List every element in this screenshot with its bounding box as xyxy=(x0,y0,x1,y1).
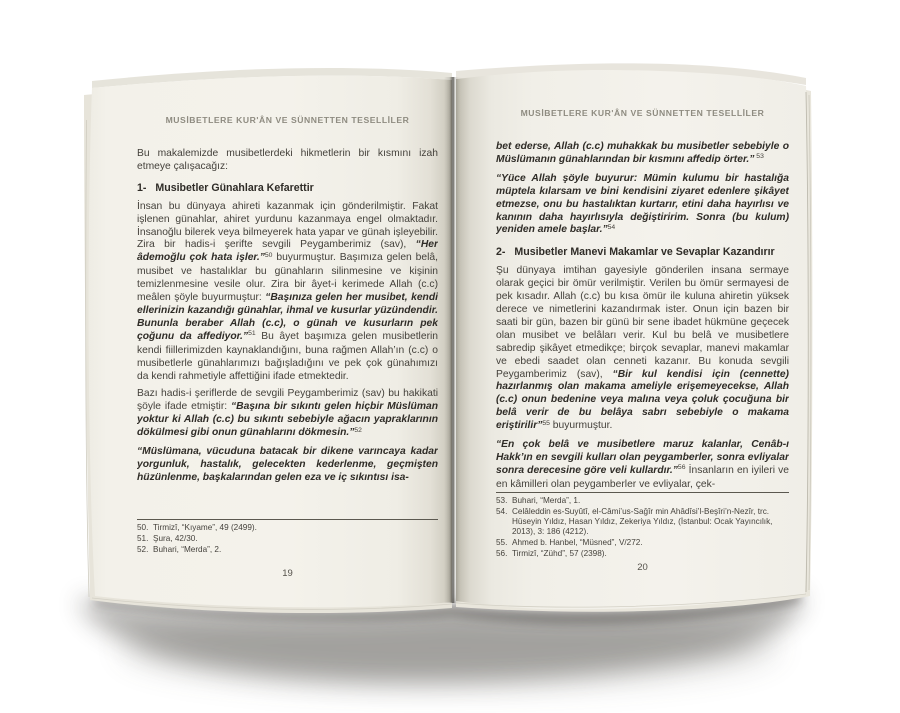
text-segment: buyurmuştur. Başımıza gelen belâ, musibet ve hastalıklar bu günahların silinmesine ve kişinin temizlenmesine vesile olur. Zira bir âyet-i kerimede Allah (c.c) meâlen şöyle buyurmuştur: xyxy=(137,252,438,304)
paragraph xyxy=(496,265,789,434)
paragraph xyxy=(496,439,789,492)
footnote-reference: 56 xyxy=(677,464,686,472)
text-segment: Bu makalemizde musibetlerdeki hikmetlerin bir kısmını izah etmeye çalışacağız: xyxy=(137,148,438,172)
footnote: 55. Ahmed b. Hanbel, “Müsned”, V/272. xyxy=(496,538,643,548)
footnote-number: 56. xyxy=(496,548,508,558)
paragraph xyxy=(137,148,438,174)
footnote-reference: 51 xyxy=(248,330,256,338)
paragraph xyxy=(496,141,789,168)
right-page-number: 20 xyxy=(637,562,648,573)
running-header-right: MUSİBETLERE KUR'ÂN VE SÜNNETTEN TESELLİLER xyxy=(520,108,765,118)
footnote-number: 53. xyxy=(496,496,508,505)
left-page-number: 19 xyxy=(282,568,293,579)
text-segment: “Müslümana, vücuduna batacak bir dikene varıncaya kadar yorgunluk, hastalık, gelecekten kederlenme, geçmişten hüzünlenme, başkalarından gelen eza ve iç sıkıntısı isa- xyxy=(137,446,438,483)
footnote: 50. Tirmizî, “Kıyame”, 49 (2499). xyxy=(137,523,257,532)
text-segment: 1- xyxy=(137,181,147,194)
text-segment: “Her âdemoğlu çok hata işler.” xyxy=(137,239,438,264)
footnote: 56. Tirmizî, “Zühd”, 57 (2398). xyxy=(496,548,607,558)
footnote-reference: 53 xyxy=(754,153,764,161)
text-segment: buyurmuştur. xyxy=(549,420,613,432)
text-segment: “En çok belâ ve musibetlere maruz kalanlar, Cenâb-ı Hakk’ın en sevgili kulları olan peygamberler, sonra evliyalar sonra derecesine göre veli kullardır.” xyxy=(496,439,789,476)
footnote-number: 52. xyxy=(137,544,149,554)
text-segment: Musibetler Manevi Makamlar ve Sevaplar Kazandırır xyxy=(514,246,775,259)
text-segment: Şu dünyaya imtihan gayesiyle gönderilen insana sermaye olarak geçici bir ömür verilmiştir. Verilen bu ömür sermayesi de pek kısadır. Allah (c.c) bu kısa ömür ile kuluna ahiretin yüksek derece ve nimetlerini kazandırmak ister. Onun için bazen bir saati bir gün, bazen bir günü bir sene ibadet hükmüne geçecek olan musibet ve belâları verir. Kul bu belâ ve musibetlere sabredip şikâyet etmedikçe; birçok sevaplar, manevi makamlar ve ebedi saadet olan cenneti kazanır. Bu konuda sevgili Peygamberimiz (sav), xyxy=(496,265,789,380)
spine-groove xyxy=(444,77,462,603)
text-segment: 2- xyxy=(496,246,506,259)
text-segment: “Başına bir sıkıntı gelen hiçbir Müslüman yoktur ki Allah (c.c) bu sıkıntı sebebiyle ağacın yapraklarının dökülmesi gibi onun günahlarını dökmesin.” xyxy=(137,401,438,439)
left-page xyxy=(137,115,438,521)
paragraph xyxy=(496,173,789,239)
footnote: 52. Buhari, “Merda”, 2. xyxy=(137,544,222,554)
text-segment: Bu âyet başımıza gelen musibetlerin kendi fiillerimizden kaynaklandığını, buna rağmen Allah’ın (c.c) o musibetlerle günahlarımızı bağışladığını ve pek çok günahımızı da kendi rahmetiyle affettiğini ifade etmektedir. xyxy=(137,330,438,382)
text-segment: “Başınıza gelen her musibet, kendi ellerinizin kazandığı günahlar, ihmal ve kusurlar yüzündendir. Bununla beraber Allah (c.c), o günah ve kusurların pek çoğunu da affediyor.” xyxy=(137,292,438,342)
text-segment: Bazı hadis-i şeriflerde de sevgili Peygamberimiz (sav) bu hakikati şöyle ifade etmiştir: xyxy=(137,388,438,413)
footnote-reference: 55 xyxy=(542,419,550,427)
text-segment: Musibetler Günahlara Kefarettir xyxy=(155,181,314,194)
footnote-reference: 50 xyxy=(264,251,273,259)
footnote: 54. Celâleddin es-Suyûtî, el-Câmi’us-Sağîr min Ahâdîsi’l-Beşîri’n-Nezîr, trc. Hüseyin Yıldız, Hasan Yıldız, Zekeriya Yıldız, (İstanbul: Ocak Yayıncılık, 2013), 3: 186 (4212). xyxy=(496,506,773,537)
footnote-number: 51. xyxy=(137,533,149,543)
footnote-reference: 52 xyxy=(354,426,362,434)
footnote-number: 55. xyxy=(496,538,508,548)
paragraph xyxy=(137,388,438,441)
footnote-reference: 54 xyxy=(607,223,616,231)
footnote-number: 50. xyxy=(137,523,149,532)
section-heading xyxy=(137,182,438,195)
text-segment: bet ederse, Allah (c.c) muhakkak bu musibetler sebebiyle o Müslümanın günahlarından bir kısmını affedip örter.” xyxy=(496,141,789,165)
footnote-number: 54. xyxy=(496,506,508,516)
footnote: 51. Şura, 42/30. xyxy=(137,533,198,543)
paragraph xyxy=(137,446,438,485)
text-segment: İnsan bu dünyaya ahireti kazanmak için gönderilmiştir. Fakat işlenen günahlar, ahiret yurdunu kazanmaya engel olmaktadır. İnsanoğlu bilerek veya bilmeyerek hata yapar ve günah işleyebilir. Zira bir hadis-i şerifte sevgili Peygamberimiz (sav), xyxy=(137,200,438,251)
left-page-footnotes xyxy=(137,519,438,555)
right-page-body xyxy=(496,141,789,492)
section-heading xyxy=(496,246,789,259)
text-segment: “Bir kul kendisi için (cennette) hazırlanmış olan makama ameliyle erişemeyecekse, Allah (c.c) onun bedenine veya malına veya çoluk çocuğuna bir belâ verir de bu belâya sabrı sebebiyle o makama eriştirilir” xyxy=(496,368,789,432)
footnote: 53. Buhari, “Merda”, 1. xyxy=(496,496,581,505)
right-page xyxy=(496,108,789,494)
text-segment: “Yüce Allah şöyle buyurur: Mümin kulumu bir hastalığa müptela kılarsam ve bini kendisini ziyaret edenlere şikâyet etmezse, onu bu hastalıktan kurtarır, etini daha hayırlısı ve kanının daha hayırlısıyla değiştiririm. Sonra (bu kulum) yeniden amele başlar.” xyxy=(496,172,789,236)
running-header-left: MUSİBETLERE KUR'ÂN VE SÜNNETTEN TESELLİLER xyxy=(165,115,410,125)
paragraph xyxy=(137,201,438,384)
left-page-body xyxy=(137,148,438,485)
right-page-footnotes xyxy=(496,492,789,560)
text-segment: İnsanların en iyileri ve en kâmilleri olan peygamberler ve evliyalar, çek- xyxy=(496,464,789,490)
